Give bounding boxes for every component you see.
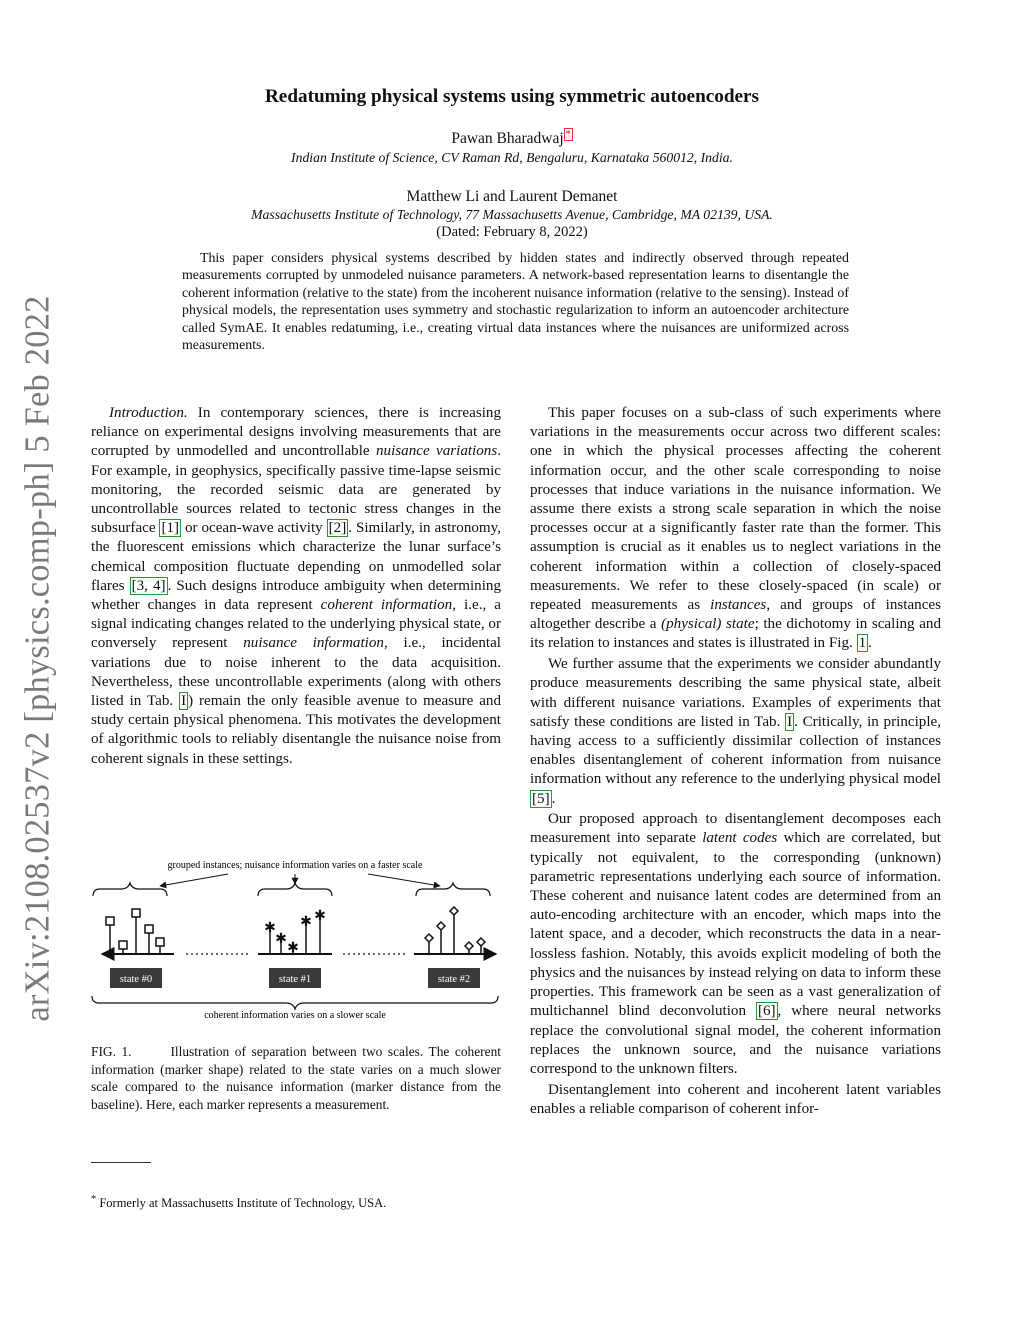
brace-group-1 — [258, 883, 332, 896]
text-run: . Critically, in principle, having access to a sufficiently dissimilar collection of instances enables disentanglement of coherent information from nuisance information without any reference to the underlying physical model — [530, 713, 941, 788]
figure-1-diagram — [88, 856, 502, 1026]
footnote-mark: * — [91, 1194, 97, 1205]
figure-1-caption — [91, 1043, 501, 1113]
state-1-badge — [269, 968, 321, 988]
arrow-to-group-0 — [160, 874, 228, 886]
emphasis: nuisance information — [243, 635, 384, 652]
arrow-to-group-2 — [368, 874, 440, 886]
citation-link[interactable]: I — [787, 713, 793, 730]
citation-link[interactable]: [1] — [161, 520, 180, 537]
svg-text:✱: ✱ — [287, 940, 299, 956]
right-column — [530, 404, 941, 1119]
citation-link[interactable]: 1 — [858, 635, 867, 652]
svg-text:state #0: state #0 — [119, 974, 153, 985]
emphasis: (physical) state — [661, 616, 755, 633]
text-run: In contemporary sciences, there is increasing reliance on experimental designs involving measurements that are corrupted by unmodelled and uncontrollable — [91, 405, 501, 460]
intro-paragraph — [91, 404, 501, 769]
text-run: ; the dichotomy in scaling and its relation to instances and states is illustrated in Fig. — [530, 616, 941, 652]
state-2-badge — [428, 968, 480, 988]
caption-label: FIG. 1. — [91, 1044, 132, 1059]
right-paragraph-2 — [530, 655, 941, 809]
emphasis: coherent information — [320, 597, 453, 614]
text-run: , i.e., a signal indicating changes related to the underlying physical state, or conversely represent — [91, 597, 501, 652]
svg-text:state #2: state #2 — [437, 974, 471, 985]
state-0-badge — [110, 968, 162, 988]
intro-heading: Introduction. — [109, 405, 188, 421]
arxiv-identifier: arXiv:2108.02537v2 [physics.comp-ph] 5 Feb 2022 — [18, 294, 57, 1022]
state-1-star-glyphs — [264, 908, 326, 956]
svg-text:✱: ✱ — [275, 931, 287, 947]
left-column — [91, 404, 501, 769]
state-0-markers — [106, 909, 164, 954]
citation-link[interactable]: [6] — [757, 1003, 776, 1020]
svg-text:✱: ✱ — [264, 920, 276, 936]
citation-link[interactable]: [3, 4] — [131, 577, 166, 594]
text-run: , where neural networks replace the convolutional signal model, the coherent information replaces the unknown source, and the nuisance variations correspond to the unknown filters. — [530, 1003, 941, 1077]
text-run: , i.e., incidental variations due to noise inherent to the data acquisition. Nevertheless, these uncontrollable experiments (along with others listed in Tab. — [91, 635, 501, 710]
footnote-rule — [91, 1162, 151, 1163]
figure-1 — [88, 856, 502, 1026]
citation-link[interactable]: [2] — [328, 520, 347, 537]
footnote-text: Formerly at Massachusetts Institute of Technology, USA. — [99, 1196, 387, 1211]
text-run: We further assume that the experiments we consider abundantly produce measurements describing the same physical state, albeit with different nuisance variations. Examples of experiments that satisfy these conditions are listed in Tab. — [530, 656, 941, 730]
text-run: ) remain the only feasible avenue to measure and study certain physical phenomena. This motivates the development of algorithmic tools to reliably disentangle the nuisance noise from coherent signals in these settings. — [91, 693, 501, 767]
text-run: . — [868, 635, 872, 652]
right-paragraph-3 — [530, 810, 941, 1079]
right-paragraph-1 — [530, 404, 941, 654]
paper-title: Redatuming physical systems using symmetric autoencoders — [264, 86, 760, 107]
text-run: . Similarly, in astronomy, the fluorescent emissions which characterize the lunar surface’s chemical composition fluctuate depending on unmodelled solar flares — [91, 520, 502, 594]
text-run: , and groups of instances altogether describe a — [530, 597, 941, 633]
intro-text — [91, 405, 501, 767]
text-run: Disentanglement into coherent and incoherent latent variables enables a reliable comparison of coherent infor- — [530, 1081, 941, 1117]
svg-text:state #1: state #1 — [278, 974, 312, 985]
text-run: Our proposed approach to disentanglement decomposes each measurement into separate — [530, 811, 941, 847]
citation-link[interactable]: [5] — [532, 790, 550, 807]
footnote-link[interactable]: * — [565, 129, 571, 140]
brace-group-0 — [93, 883, 167, 896]
footnote — [91, 1192, 501, 1211]
affiliation-1: Indian Institute of Science, CV Raman Rd, Bengaluru, Karnataka 560012, India. — [291, 150, 733, 165]
right-paragraph-4 — [530, 1081, 941, 1119]
text-run: which are correlated, but typically not equivalent, to the corresponding (unknown) parametric representations underlying each source of information. These coherent and nuisance latent codes are determined from an auto-encoding architecture with an encoder, which maps into the latent space, and a decoder, which reconstructs the data in a near-lossless fashion. Notably, this avoids explicit modeling of both the physics and the nuisances by instead relying on data to inform these properties. This framework can be seen as a vast generalization of multichannel blind deconvolution — [530, 830, 941, 1020]
author-line-1: Pawan Bharadwaj * — [451, 129, 571, 148]
text-run: . — [551, 790, 556, 807]
svg-text:✱: ✱ — [314, 908, 326, 924]
text-run: This paper focuses on a sub-class of such experiments where variations in the measurements occur across two different scales: one in which the physical processes affecting the coherent information occur, and the other scale corresponding to noise processes that induce variations in the nuisance information. We assume there exists a strong scale separation in which the noise processes occur at a significantly faster rate than the former. This assumption is crucial as it enables us to neglect variations in the coherent information within a collection of closely-spaced measurements. We refer to these closely-spaced (in scale) or repeated measurements as — [530, 405, 941, 614]
affiliation-2: Massachusetts Institute of Technology, 77 Massachusetts Avenue, Cambridge, MA 02139, USA. — [251, 207, 773, 222]
abstract: This paper considers physical systems described by hidden states and indirectly observed through repeated measurements corrupted by unmodeled nuisance parameters. A network-based representation learns to disentangle the coherent information (relative to the state) from the incoherent nuisance information (relative to the sensing). Instead of physical models, the representation uses symmetry and stochastic regularization to inform an autoencoder architecture called SymAE. It enables redatuming, i.e., creating virtual data instances where the nuisances are uniformized across measurements. — [182, 251, 849, 354]
dated-line: (Dated: February 8, 2022) — [436, 224, 588, 240]
citation-link[interactable]: I — [181, 693, 187, 710]
bottom-brace — [92, 996, 498, 1009]
caption-text: Illustration of separation between two scales. The coherent information (marker shape) related to the state varies on a much slower scale compared to the nuisance information (marker distance from the baseline). Here, each marker represents a measurement. — [91, 1044, 501, 1112]
emphasis: latent codes — [702, 830, 778, 847]
author-line-2: Matthew Li and Laurent Demanet — [406, 188, 618, 205]
figure-top-label: grouped instances; nuisance information varies on a faster scale — [167, 860, 423, 871]
figure-bottom-label: coherent information varies on a slower scale — [204, 1010, 386, 1021]
text-run: . Such designs introduce ambiguity when determining whether changes in data represent — [91, 577, 501, 614]
brace-group-2 — [416, 883, 490, 896]
emphasis: instances — [710, 597, 767, 614]
text-run: . For example, in geophysics, specifically passive time-lapse seismic monitoring, the recorded seismic data are generated by uncontrollable sources related to tectonic stress changes in the subsurface — [91, 443, 501, 537]
state-2-markers — [425, 907, 485, 954]
svg-text:✱: ✱ — [300, 914, 312, 930]
emphasis: nuisance variations — [375, 443, 498, 460]
text-run: or ocean-wave activity — [181, 520, 327, 537]
